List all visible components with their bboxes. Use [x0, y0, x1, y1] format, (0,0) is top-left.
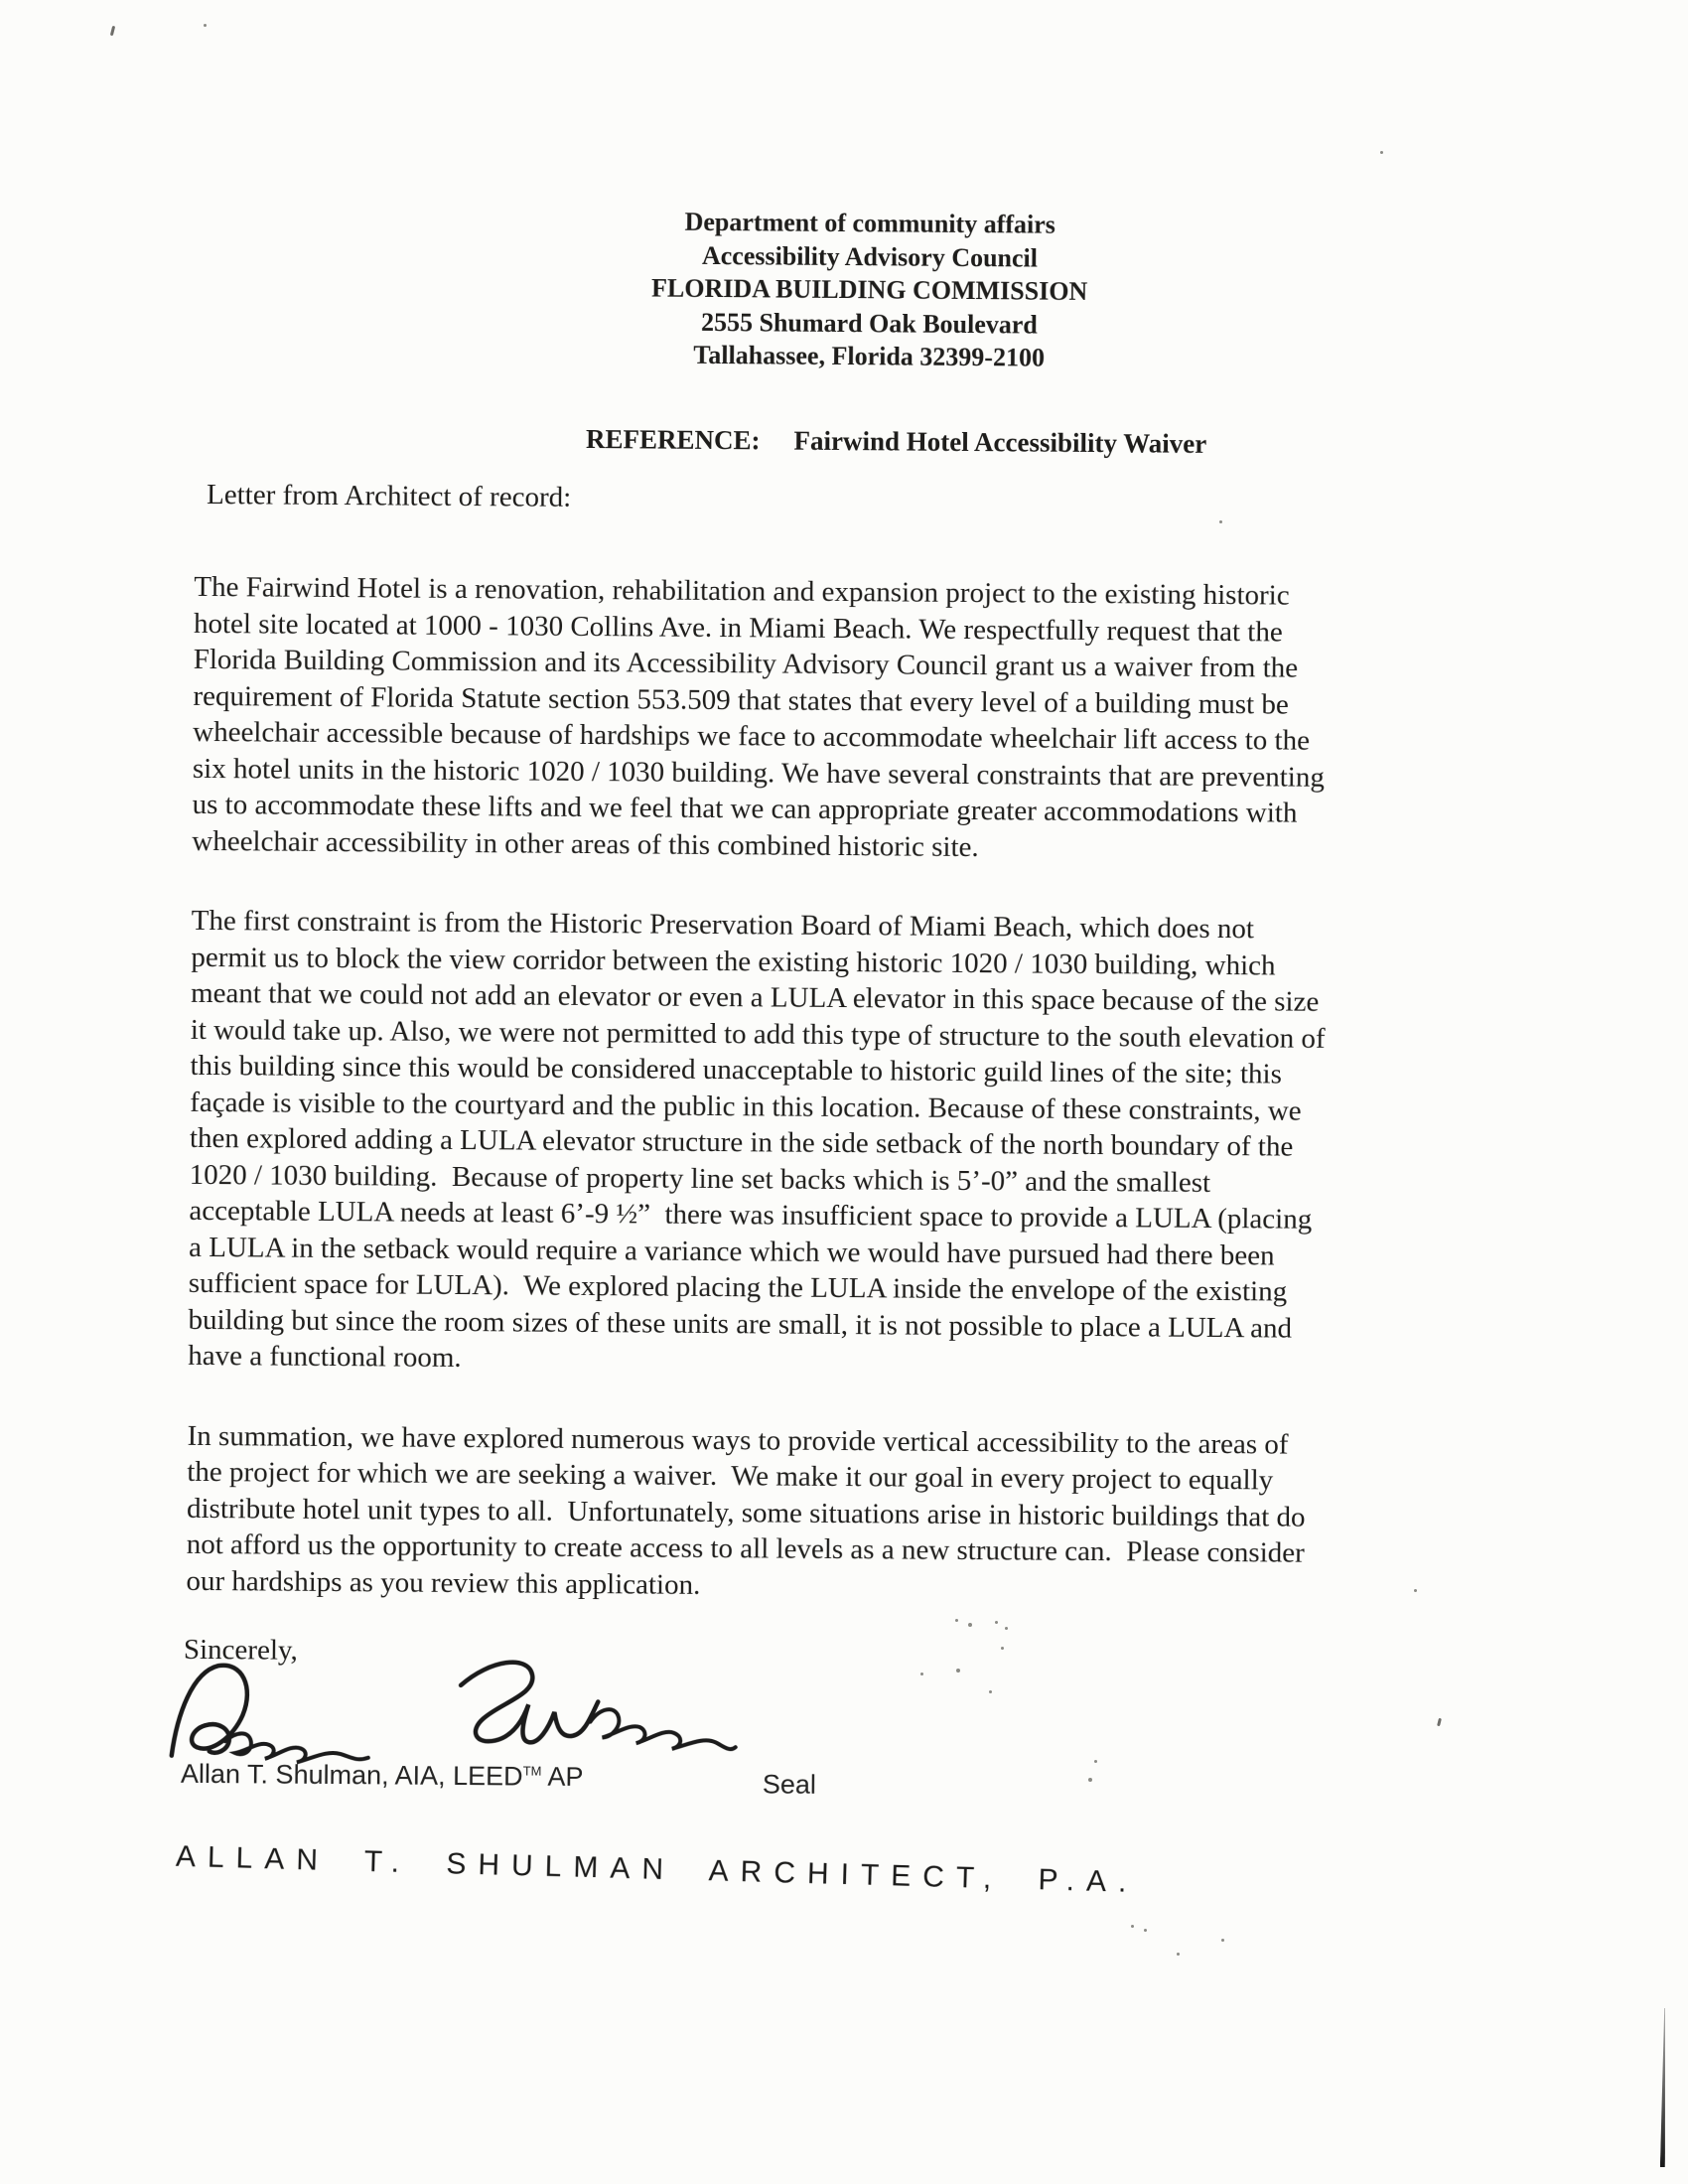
paragraph-line: building but since the room sizes of these units are small, it is not possible to place a LULA and	[188, 1303, 1293, 1345]
paragraph-line: this building since this would be considered unacceptable to historic guild lines of the site; this	[190, 1049, 1283, 1091]
paragraph-line: The Fairwind Hotel is a renovation, rehabilitation and expansion project to the existing historic	[194, 570, 1290, 612]
scan-speck	[920, 1673, 923, 1675]
scan-speck	[204, 24, 207, 27]
letterhead-council: Accessibility Advisory Council	[701, 240, 1039, 273]
paragraph-line: our hardships as you review this application.	[186, 1564, 701, 1601]
letterhead-commission: FLORIDA BUILDING COMMISSION	[651, 273, 1088, 306]
scan-speck	[955, 1619, 958, 1622]
scan-speck	[1001, 1647, 1004, 1650]
letter-body	[186, 569, 1514, 1653]
reference-line	[545, 393, 1206, 491]
scan-speck	[1131, 1925, 1134, 1928]
paragraph-line: us to accommodate these lifts and we feel that we can appropriate greater accommodations with	[192, 788, 1298, 829]
paragraph-line: it would take up. Also, we were not permitted to add this type of structure to the south elevation of	[190, 1013, 1326, 1055]
firm-stamp: ALLAN T. SHULMAN ARCHITECT, P.A.	[175, 1839, 1139, 1899]
trademark-superscript: TM	[522, 1763, 542, 1779]
scan-speck	[968, 1623, 972, 1627]
paragraph-line: have a functional room.	[188, 1339, 462, 1375]
paragraph-line: the project for which we are seeking a waiver. We make it our goal in every project to equally	[187, 1455, 1274, 1497]
paragraph-line: 1020 / 1030 building. Because of property line set backs which is 5’-0” and the smallest	[189, 1158, 1211, 1199]
scan-speck	[1177, 1953, 1180, 1956]
signer-name	[181, 1759, 584, 1793]
scan-speck	[1144, 1929, 1147, 1932]
scan-speck	[1094, 1760, 1097, 1763]
paragraph-line: façade is visible to the courtyard and the public in this location. Because of these constraints, we	[190, 1086, 1302, 1127]
paragraph-line: acceptable LULA needs at least 6’-9 ½” there was insufficient space to provide a LULA (placing	[189, 1194, 1313, 1236]
scan-speck	[995, 1621, 998, 1624]
paragraph-line: six hotel units in the historic 1020 / 1030 building. We have several constraints that are preventing	[192, 752, 1325, 794]
paragraph-2	[188, 903, 1512, 1384]
paragraph-line: a LULA in the setback would require a variance which we would have pursued had there been	[188, 1231, 1275, 1271]
paragraph-line: wheelchair accessibility in other areas of this combined historic site.	[192, 824, 979, 863]
paragraph-line: then explored adding a LULA elevator structure in the side setback of the north boundary of the	[189, 1121, 1294, 1163]
salutation: Letter from Architect of record:	[206, 478, 572, 513]
letterhead-city: Tallahassee, Florida 32399-2100	[693, 340, 1046, 372]
scan-speck	[1219, 520, 1222, 523]
scan-speck	[1221, 1939, 1224, 1942]
paragraph-line: wheelchair accessible because of hardships we face to accommodate wheelchair lift access to the	[193, 715, 1311, 757]
letterhead-street: 2555 Shumard Oak Boulevard	[700, 307, 1038, 340]
paragraph-1	[192, 569, 1514, 869]
scan-speck	[1380, 151, 1383, 154]
seal-label: Seal	[762, 1769, 817, 1800]
paragraph-line: meant that we could not add an elevator or even a LULA elevator in this space because of the size	[191, 976, 1320, 1018]
paragraph-line: not afford us the opportunity to create access to all levels as a new structure can. Please consider	[186, 1528, 1305, 1569]
paragraph-line: hotel site located at 1000 - 1030 Collins Ave. in Miami Beach. We respectfully request that the	[193, 607, 1283, 648]
paragraph-line: Florida Building Commission and its Accessibility Advisory Council grant us a waiver from the	[193, 643, 1299, 684]
reference-value: Fairwind Hotel Accessibility Waiver	[793, 425, 1207, 459]
signer-name-text: Allan T. Shulman, AIA, LEED	[180, 1758, 523, 1792]
closing: Sincerely,	[183, 1633, 298, 1667]
paragraph-line: The first constraint is from the Historic Preservation Board of Miami Beach, which does not	[191, 904, 1255, 946]
paragraph-line: permit us to block the view corridor between the existing historic 1020 / 1030 building, which	[191, 941, 1276, 981]
scan-speck	[1414, 1589, 1417, 1592]
paragraph-line: distribute hotel unit types to all. Unfortunately, some situations arise in historic buildings that do	[186, 1492, 1306, 1533]
paragraph-3	[186, 1417, 1507, 1609]
letterhead-department: Department of community affairs	[684, 207, 1056, 239]
letterhead	[25, 201, 1688, 380]
reference-label: REFERENCE:	[585, 423, 761, 456]
scan-speck	[956, 1669, 960, 1673]
paragraph-line: In summation, we have explored numerous ways to provide vertical accessibility to the areas of	[187, 1419, 1289, 1461]
scan-speck	[1005, 1627, 1008, 1630]
scan-speck	[989, 1690, 992, 1693]
paragraph-line: requirement of Florida Statute section 553.509 that states that every level of a building must be	[193, 679, 1289, 721]
signer-name-suffix: AP	[541, 1761, 584, 1792]
paragraph-line: sufficient space for LULA). We explored placing the LULA inside the envelope of the existing	[188, 1266, 1288, 1308]
scan-speck	[1088, 1778, 1092, 1782]
